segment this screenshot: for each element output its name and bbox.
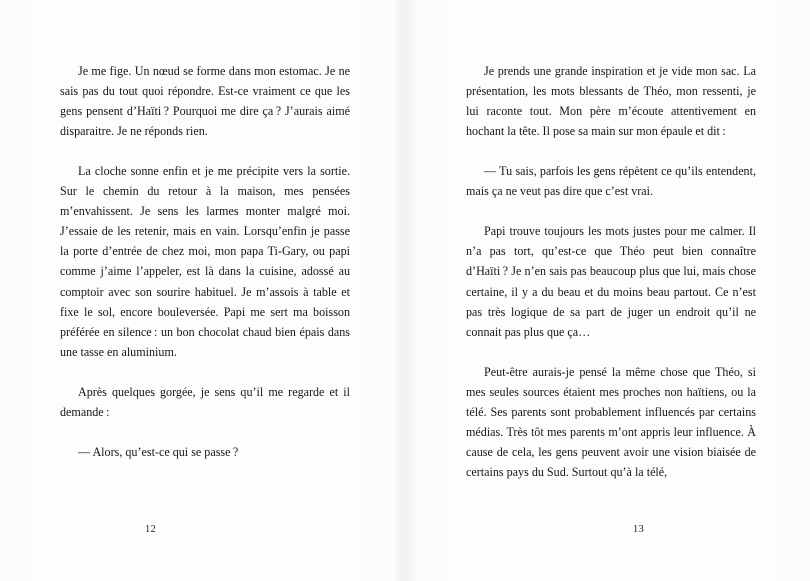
dialogue-line: — Alors, qu’est-ce qui se passe ? — [78, 444, 239, 459]
folio-left: 12 — [144, 524, 157, 535]
left-page-text-block — [60, 61, 350, 462]
paragraph: Papi trouve toujours les mots justes pour me calmer. Il n’a pas tort, qu’est-ce que Théo peut bien connaître d’Haïti ? Je n’en sais pas beaucoup plus que lui, mais chose certaine, il y a du beau et du moins beau partout. Ce n’est pas très logique de sa part de juger un endroit qu’il ne connait pas plus que ça… — [466, 224, 756, 339]
paragraph: Je prends une grande inspiration et je vide mon sac. La présentation, les mots blessants de Théo, mon ressenti, je lui raconte tout. Mon père m’écoute attentivement en hochant la tête. Il pose sa main sur mon épaule et dit : — [466, 64, 756, 139]
dialogue-line: — Tu sais, parfois les gens répètent ce qu’ils entendent, mais ça ne veut pas dire que c’est vrai. — [466, 164, 756, 199]
right-page-text-block — [466, 61, 756, 482]
paragraph: Peut-être aurais-je pensé la même chose que Théo, si mes seules sources étaient mes proches non haïtiens, ou la télé. Ses parents sont probablement influencés par certains médias. Très tôt mes parents m’ont appris leur influence. À cause de cela, les gens peuvent avoir une vision biaisée de certains pays du Sud. Surtout qu’à la télé, — [466, 364, 756, 479]
paragraph: Je me fige. Un nœud se forme dans mon estomac. Je ne sais pas du tout quoi répondre. Est-ce vraiment ce que les gens pensent d’Haïti ? Pourquoi me dire ça ? J’aurais aimé disparaitre. Je ne réponds rien. — [60, 64, 350, 139]
folio-right: 13 — [632, 524, 645, 535]
paragraph: Après quelques gorgée, je sens qu’il me regarde et il demande : — [60, 384, 350, 419]
paragraph: La cloche sonne enfin et je me précipite vers la sortie. Sur le chemin du retour à la maison, mes pensées m’envahissent. Je sens les larmes monter malgré moi. J’essaie de les retenir, mais en vain. Lorsqu’enfin je passe la porte d’entrée de chez moi, mon papa Ti-Gary, ou papi comme j’aime l’appeler, est là dans la cuisine, adossé au comptoir avec son sourire habituel. Je m’assois à table et fixe le sol, encore bouleversée. Papi me sert ma boisson préférée en silence : un bon chocolat chaud bien épais dans une tasse en aluminium. — [60, 164, 350, 359]
page-right — [405, 0, 810, 581]
